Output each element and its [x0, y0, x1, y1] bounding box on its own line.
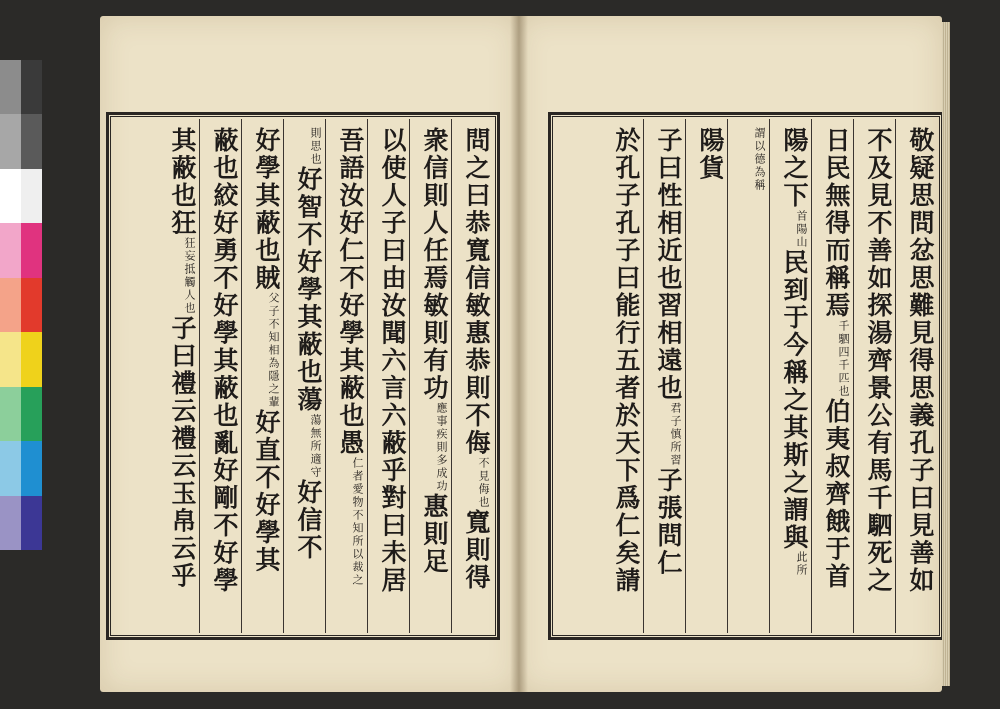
left_page-column-7-main: 蔽也絞好勇不好學其蔽也亂好剛不好學: [210, 127, 239, 595]
left_page-column-2-tail: 惠則足: [420, 493, 449, 576]
left_page-column-8-main: 其蔽也狂: [168, 127, 197, 237]
right_page-column-5-note0: 謂以德為稱: [753, 127, 766, 192]
right_page-column-5: [727, 119, 769, 633]
left_page-column-1-tail: 寬則得: [462, 509, 491, 592]
left_page-column-5-note: 蕩無所適守: [309, 413, 322, 479]
left_page-column-3: [367, 119, 409, 633]
left_page-column-4-main: 吾語汝好仁不好學其蔽也愚: [336, 127, 365, 457]
color-calibration-strip: [0, 60, 42, 550]
right_page-column-4: [769, 119, 811, 633]
right_page-column-3-tail: 伯夷叔齊餓于首: [822, 397, 851, 590]
right_page-column-7-main: 子曰性相近也習相遠也: [654, 127, 683, 402]
left_page-column-1-note: 不見侮也: [477, 457, 490, 509]
calibration-swatch-left-1: [0, 114, 21, 168]
calibration-swatch-left-7: [0, 441, 21, 495]
calibration-swatch-left-5: [0, 332, 21, 386]
left_page-column-5: [283, 119, 325, 633]
book-gutter: [510, 16, 528, 692]
left_page-column-4: [325, 119, 367, 633]
left_page-column-3-main: 以使人子曰由汝聞六言六蔽乎對曰未居: [378, 127, 407, 595]
right_page-column-3: [811, 119, 853, 633]
right_page-column-6-main: 陽貨: [696, 127, 725, 182]
calibration-swatch-right-8: [21, 496, 42, 550]
right_page-column-6: [685, 119, 727, 633]
calibration-swatch-right-1: [21, 114, 42, 168]
calibration-column-left: [0, 60, 21, 550]
left_page-column-8: [157, 119, 199, 633]
calibration-swatch-right-3: [21, 223, 42, 277]
right_page-column-7-note: 君子慎所習: [669, 402, 682, 467]
calibration-swatch-left-4: [0, 278, 21, 332]
left_page-column-7: [199, 119, 241, 633]
open-book: [100, 16, 950, 692]
left_page-column-6-main: 好學其蔽也賊: [252, 127, 281, 292]
right_page-column-7-tail: 子張問仁: [654, 467, 683, 577]
right_page-column-8-main: 於孔子孔子曰能行五者於天下爲仁矣請: [612, 127, 641, 595]
calibration-swatch-right-4: [21, 278, 42, 332]
right_page-column-1-main: 敬疑思問忿思難見得思義孔子曰見善如: [906, 127, 935, 595]
right_page-column-3-main: 日民無得而稱焉: [822, 127, 851, 320]
right_page-column-4-main: 陽之下: [780, 127, 809, 210]
calibration-swatch-left-2: [0, 169, 21, 223]
calibration-swatch-right-0: [21, 60, 42, 114]
page-edges: [942, 22, 950, 686]
calibration-swatch-left-3: [0, 223, 21, 277]
calibration-swatch-right-2: [21, 169, 42, 223]
calibration-swatch-right-5: [21, 332, 42, 386]
left_page-column-4-note: 仁者愛物不知所以裁之: [351, 457, 364, 587]
calibration-swatch-right-6: [21, 387, 42, 441]
left-page-frame: [106, 112, 500, 640]
left_page-column-8-note: 狂妄抵觸人也: [183, 237, 196, 315]
left_page-column-2: [409, 119, 451, 633]
left_page-column-6-note: 父子不知相為隱之輩: [267, 292, 280, 409]
left-page-columns: [113, 119, 493, 633]
right_page-column-2-main: 不及見不善如探湯齊景公有馬千駟死之: [864, 127, 893, 595]
left_page-column-5-note0: 則思也: [309, 127, 322, 166]
right_page-column-4-tail: 民到于今稱之其斯之謂與: [780, 248, 809, 551]
right_page-column-7: [643, 119, 685, 633]
calibration-swatch-right-7: [21, 441, 42, 495]
left_page-column-2-note: 應事疾則多成功: [435, 402, 448, 493]
left_page-column-5-tail: 好信不: [294, 478, 323, 561]
calibration-column-right: [21, 60, 42, 550]
right-page-columns: [555, 119, 937, 633]
right_page-column-4-note: 首陽山: [795, 209, 808, 249]
right_page-column-3-note: 千駟四千匹也: [837, 319, 850, 398]
left_page-column-6: [241, 119, 283, 633]
calibration-swatch-left-6: [0, 387, 21, 441]
left_page-column-1-main: 問之曰恭寬信敏惠恭則不侮: [462, 127, 491, 457]
right-page-frame: [548, 112, 944, 640]
right_page-column-8: [601, 119, 643, 633]
calibration-swatch-left-8: [0, 496, 21, 550]
left_page-column-5-main: 好智不好學其蔽也蕩: [294, 166, 323, 414]
right_page-column-4-note2: 此所: [795, 551, 808, 577]
right_page-column-2: [853, 119, 895, 633]
right_page-column-1: [895, 119, 937, 633]
left_page-column-6-tail: 好直不好學其: [252, 409, 281, 574]
left_page-column-1: [451, 119, 493, 633]
left_page-column-8-tail: 子曰禮云禮云玉帛云乎: [168, 315, 197, 590]
right-page: [518, 16, 942, 692]
calibration-swatch-left-0: [0, 60, 21, 114]
left-page: [100, 16, 518, 692]
left_page-column-2-main: 衆信則人任焉敏則有功: [420, 127, 449, 402]
